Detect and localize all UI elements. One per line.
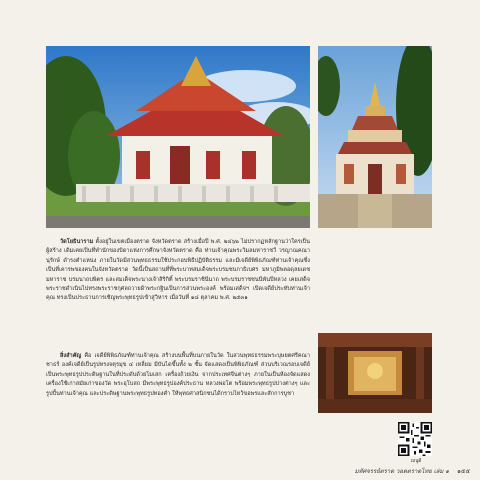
paragraph-lead-temple-name: วัดโยธินาราม — [60, 239, 94, 245]
footer-book-title: มหัศจรรย์ตราด วอตตราดไทย เล่ม ๑ — [354, 468, 450, 475]
paragraph-temple-history — [46, 238, 310, 304]
paragraph-highlights — [46, 352, 310, 399]
page-footer — [260, 466, 470, 476]
paragraph-body-text: คือ เจดีย์พิพิธภัณฑ์ท่านเจ้าคุณ สร้างบนพื้นที่บนภายในวัด ในสวนพุทธธรรมพระบุษยตศรีคณาชาธร์ องค์เจดีย์เป็นรูปทรงจตุรมุข ๔ เหลี่ยม มีบันไดขึ้นทั้ง ๒ ชั้น จัดแสดงเป็นพิพิธภัณฑ์ ส่วนบริเวณรอบเจดีย์เป็นพระพุทธรูปประดิษฐานในที่ประดับด้วยโมเสก เครื่องถ้วยเงิน จากประเทศจีนต่างๆ ภายในเป็นห้องจัดแสดงเครื่องใช้เก่าสมัยเก่าของวัด พระอุโบสถ มีพระพุทธรูปองค์ประธาน หลวงพ่อโต พร้อมพระพุทธรูปปางต่างๆ และรูปปั้นท่านเจ้าคุณ และประดิษฐานพระพุทธรูปทองคำ ให้พุทธศาสนิกชนได้กราบไหว้ขอพรและสักการบูชา — [46, 353, 310, 397]
temple-photo — [46, 46, 310, 228]
paragraph-body-text: ตั้งอยู่ในเขตเมืองตราด จังหวัดตราด สร้างเมื่อปี พ.ศ. ๒๔๖๒ ไม่ปรากฏหลักฐานว่าใครเป็นผู้สร้าง เดิมเคยเป็นที่พำนักของบิดาแห่งการศึกษาจังหวัดตราด คือ ท่านเจ้าคุณพระวิมลมหาราชวี วรญาณคณานุรักษ์ ดำรงตำแหน่ง ภายในวัดมีสวนพุทธธรรมใช้ประกอบพิธีปฏิบัติธรรม และมีเจดีย์พิพิธภัณฑ์ท่านเจ้าคุณซึ่งเป็นที่เคารพของคนในจังหวัดตราด วัดนี้เป็นสถานที่ที่พระบาทสมเด็จพระบรมชนกาธิเบศร มหาภูมิพลอดุลยเดชมหาราช บรมนาถบพิตร และสมเด็จพระนางเจ้าสิริกิติ์ พระบรมราชินีนาถ พระบรมราชชนนีพันปีหลวง เคยเสด็จพระราชดำเนินไปทรงพระราชกุศลถวายผ้าพระกฐินเป็นการส่วนพระองค์ พร้อมเสด็จฯ เปิดเจดีย์ประทับท่านเจ้าคุณ ทรงเป็นประธานการเชิญพระพุทธรูปเข้าสู่วิหาร เมื่อวันที่ ๑๘ ตุลาคม พ.ศ. ๒๕๓๑ — [46, 239, 310, 302]
qr-code — [398, 422, 432, 456]
interior-photo — [318, 333, 432, 413]
paragraph-lead-highlights: สิ่งสำคัญ — [60, 353, 82, 359]
stupa-photo — [318, 46, 432, 228]
qr-caption: เมนูดี — [410, 459, 422, 464]
page-number: ๑๕๕ — [457, 468, 470, 475]
